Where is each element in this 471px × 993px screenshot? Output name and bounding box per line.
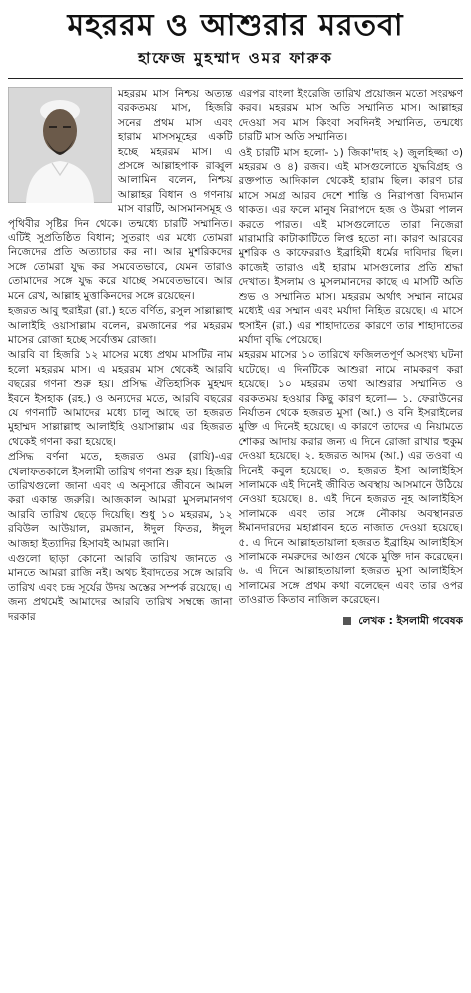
square-bullet-icon [343, 617, 351, 625]
right-column [239, 87, 464, 969]
byline: হাফেজ মুহম্মাদ ওমর ফারুক [138, 49, 333, 67]
headline: মহররম ও আশুরার মরতবা [67, 8, 404, 43]
paragraph: এগুলো ছাড়া কোনো আরবি তারিখ জানতে ও মানতে আমরা রাজি নই। অথচ ইবাদতের সঙ্গে আরবি তারিখ এবং চন্দ্র সূর্যের উদয় অস্তের সম্পর্ক রয়েছে। এ জন্য প্রথমেই আমাদের আরবি তারিখ সম্বন্ধে জানা দরকার [8, 553, 233, 623]
left-column [8, 87, 233, 969]
paragraph: মহররম মাসের ১০ তারিখে ফজিলতপূর্ণ অসংখ্য ঘটনা ঘটেছে। এ দিনটিকে আশুরা নামে নামকরণ করা হয়েছে। ১০ মহররম তথা আশুরার সম্মানিত ও বরকতময় হওয়ার কিছু কারণ হলো— ১. ফেরাউনের নির্যাতন থেকে হজরত মুসা (আ.) ও বনি ইসরাইলের মুক্তি এ দিনেই হয়েছে। এ কারণে তাদের এ নিয়ামতে শোকর আদায় করার জন্য এ দিনে রোজা রাখার হুকুম দেওয়া হয়েছে। ২. হজরত আদম (আ.) এর তওবা এ দিনেই কবুল হয়েছে। ৩. হজরত ইসা আলাইহিস সালামকে এই দিনেই জীবিত অবস্থায় আসমানে উঠিয়ে নেওয়া হয়েছে। ৪. এই দিনে হজরত নূহ আলাইহিস সালামকে এবং তার সঙ্গে নৌকায় অবস্থানরত ঈমানদারদের মহাপ্লাবন হতে নাজাত দেওয়া হয়েছে। ৫. এ দিনে আল্লাহতায়ালা হজরত ইব্রাহিম আলাইহিস সালামকে নমরুদের আগুন থেকে মুক্তি দান করেছেন। ৬. এ দিনে আল্লাহতায়ালা হজরত মুসা আলাইহিস সালামের সঙ্গে প্রথম কথা বলেছেন এবং তার ওপর তাওরাত কিতাব নাজিল করেছেন। [238, 349, 463, 607]
paragraph: এরপর বাংলা ইংরেজি তারিখ প্রয়োজন মতো সংরক্ষণ করব। মহররম মাস অতি সম্মানিত মাস। আল্লাহর দেওয়া সব মাস কিংবা সবদিনই সম্মানিত, তন্মধ্যে চারটি মাস অতি সম্মানিত। [238, 88, 463, 144]
headline-divider [8, 78, 463, 79]
paragraph: প্রসিদ্ধ বর্ণনা মতে, হজরত ওমর (রাযি)-এর খেলাফতকালে ইসলামী তারিখ গণনা শুরু হয়। হিজরি তারিখগুলো জানা এবং এ অনুসারে জীবনে আমল করা একান্ত জরুরি। আজকাল আমরা মুসলমানগণ আরবি তারিখ ছেড়ে দিয়েছি। শুধু ১০ মহররম, ১২ রবিউল আউয়াল, রমজান, ঈদুল ফিতর, ঈদুল আজহা ইত্যাদির হিসাবই আমরা জানি। [8, 451, 233, 550]
paragraph: ওই চারটি মাস হলো- ১) জিকা'দাহ ২) জুলহিজ্জা ৩) মহররম ও ৪) রজব। এই মাসগুলোতে যুদ্ধবিগ্রহ ও রক্তপাত আদিকাল থেকেই হারাম ছিল। কারণ চার মাসে সমগ্র আরব দেশে শান্তি ও নিরাপত্তা বিদ্যমান থাকত। এর ফলে মানুষ নিরাপদে হজ ও উমরা পালন করতে পারত। এই মাসগুলোতে তারা নিজেরা মারামারি কাটাকাটিতে লিপ্ত হতো না। কারণ আরবের মুশরিক ও কাফেররাও ইব্রাহিমী ধর্মের দাবিদার ছিল। কাজেই তারাও এই হারাম মাসগুলোর প্রতি শ্রদ্ধা দেখাত। ইসলাম ও মুসলমানদের কাছে এ মাসটি অতি শুভ ও সম্মানিত মাস। মহররম অর্থাৎ সম্মান নামের মধ্যেই এর সম্মান এবং মর্যাদা নিহিত রয়েছে। এ মাসে হুসাইন (রা.) এর শাহাদাতের কারণে তার শাহাদাতের মর্যাদা বৃদ্ধি পেয়েছে। [238, 146, 463, 346]
author-role: ইসলামী গবেষক [396, 614, 463, 627]
author-photo [8, 87, 112, 203]
author-label: লেখক : [358, 614, 393, 627]
paragraph: হজরত আবু হুরাইরা (রা.) হতে বর্ণিত, রসুল সাল্লাল্লাহু আলাইহি ওয়াসাল্লাম বলেন, রমজানের পর মহররম মাসের রোজা হচ্ছে সর্বোত্তম রোজা। [8, 305, 233, 346]
author-credit [239, 614, 464, 628]
paragraph: মহররম মাস নিশ্চয় অত্যন্ত বরকতময় মাস, হিজরি সনের প্রথম মাস এবং হারাম মাসসমূহের একটি হচ্ছে মহররম মাস। এ প্রসঙ্গে আল্লাহপাক রাব্বুল আলামিন বলেন, নিশ্চয় আল্লাহর বিধান ও গণনায় মাস বারটি, আসমানসমূহ ও পৃথিবীর সৃষ্টির দিন থেকে। তন্মধ্যে চারটি সম্মানিত। এটিই সুপ্রতিষ্ঠিত বিধান; সুতরাং এর মধ্যে তোমরা নিজেদের প্রতি অত্যাচার কর না। আর মুশরিকদের সঙ্গে তোমরা যুদ্ধ কর সমবেতভাবে, যেমন তারাও তোমাদের সঙ্গে যুদ্ধ করে যাচ্ছে সমবেতভাবে। আর মনে রেখ, আল্লাহ মুত্তাকিনদের সঙ্গে রয়েছেন। [8, 88, 233, 302]
paragraph: আরবি বা হিজরি ১২ মাসের মধ্যে প্রথম মাসটির নাম হলো মহররম মাস। এ মহররম মাস থেকেই আরবি বছরের গণনা শুরু হয়। প্রসিদ্ধ ঐতিহাসিক মুহম্মদ ইবনে ইসহাক (রহ.) ও অন্যদের মতে, আরবি বছরের যে গণনাটি আমাদের মধ্যে চালু আছে তা হজরত মুহাম্মদ সাল্লাল্লাহু আলাইহি ওয়াসাল্লাম এর হিজরত থেকেই গণনা করা হয়েছে। [8, 349, 233, 448]
article-body [8, 87, 463, 969]
